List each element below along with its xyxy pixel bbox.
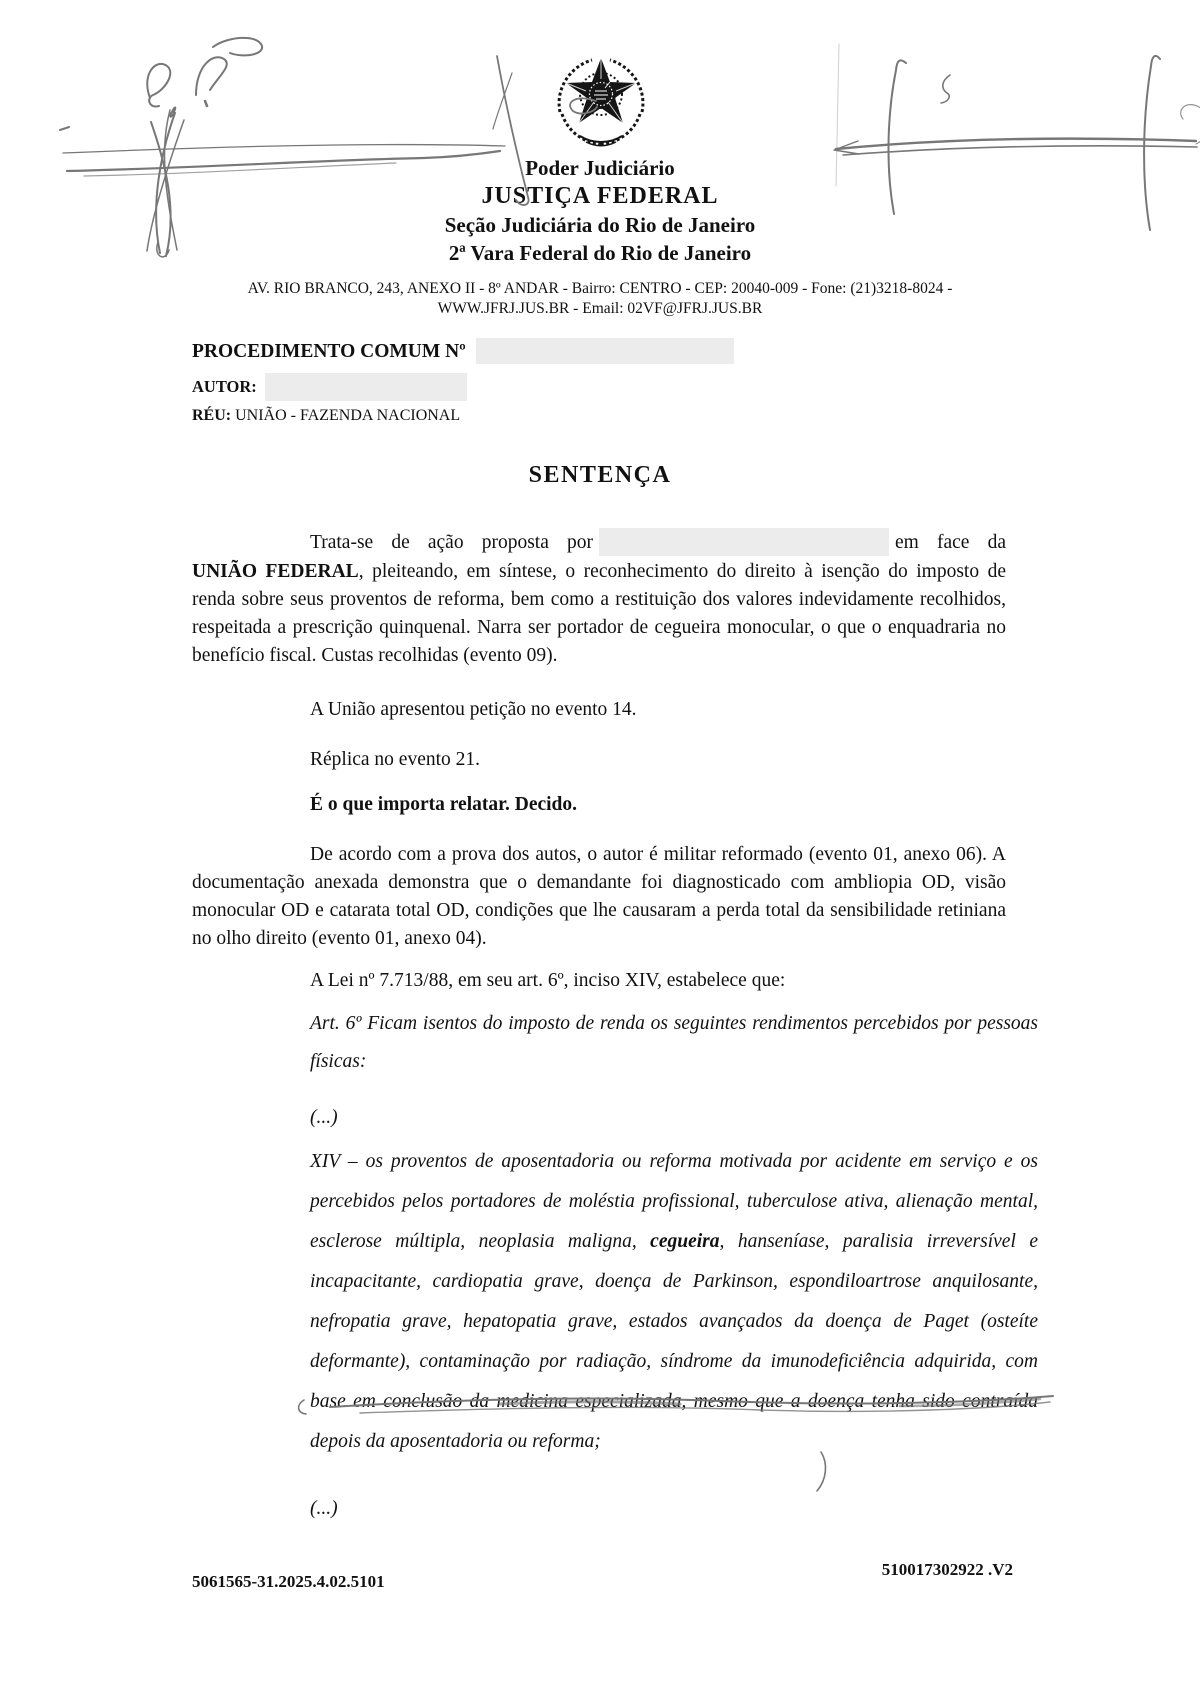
- quote-ellipsis-1: (...): [310, 1107, 338, 1128]
- header-vara-federal: 2ª Vara Federal do Rio de Janeiro: [448, 241, 752, 265]
- xiv-bold-cegueira: cegueira: [650, 1231, 720, 1252]
- p1-rest-text: , pleiteando, em síntese, o reconhecimento do direito à isenção do imposto de renda sobre seus proventos de reforma, bem como a restituição dos valores indevidamente recolhidos, respeitada a prescrição quinquenal. Narra ser portador de cegueira monocular, o que o enquadraria no benefício fiscal. Custas recolhidas (evento 09).: [192, 561, 1006, 666]
- xiv-text-1: XIV – os proventos de aposentadoria ou reforma motivada por acidente em serviço e os percebidos pelos portadores de moléstia profissional, tuberculose ativa, alienação mental, esclerose múltipla, neoplasia maligna,: [310, 1151, 1038, 1252]
- autor-row: [192, 373, 1052, 401]
- redacted-party-name: [599, 528, 889, 556]
- procedure-label: PROCEDIMENTO COMUM Nº: [192, 341, 466, 362]
- quote-art6: Art. 6º Ficam isentos do imposto de renda os seguintes rendimentos percebidos por pessoas físicas:: [310, 1013, 1038, 1072]
- redacted-case-number: [476, 338, 734, 364]
- footer-case-number: 5061565-31.2025.4.02.5101: [192, 1572, 385, 1591]
- paragraph-2: A União apresentou petição no evento 14.: [310, 699, 637, 720]
- redacted-autor-name: [265, 373, 467, 401]
- paragraph-6-lei: A Lei nº 7.713/88, em seu art. 6º, inciso XIV, estabelece que:: [310, 970, 786, 991]
- procedure-row: [192, 338, 1052, 364]
- header-address-line2: WWW.JFRJ.JUS.BR - Email: 02VF@JFRJ.JUS.BR: [437, 300, 763, 317]
- document-header: [0, 50, 1200, 318]
- header-address-line1: AV. RIO BRANCO, 243, ANEXO II - 8º ANDAR - Bairro: CENTRO - CEP: 20040-009 - Fone: (21)3218-8024 -: [247, 280, 953, 297]
- document-body: [192, 528, 1006, 995]
- law-quote-block: [310, 1005, 1038, 1528]
- header-secao-judiciaria: Seção Judiciária do Rio de Janeiro: [444, 213, 756, 237]
- p1-segment-2: em face da: [895, 532, 1006, 553]
- case-info: [192, 338, 1052, 425]
- footer-document-id: 510017302922 .V2: [881, 1560, 1013, 1579]
- xiv-text-2: , hanseníase, paralisia irreversível e incapacitante, cardiopatia grave, doença de Parkinson, espondiloartrose anquilosante, nefropatia grave, hepatopatia grave, estados avançados da doença de Paget (osteíte deformante), contaminação por radiação, síndrome da imunodeficiência adquirida, com base em conclusão da medicina especializada, mesmo que a doença tenha sido contraída depois da aposentadoria ou reforma;: [310, 1231, 1038, 1452]
- brazil-coat-of-arms-icon: [544, 50, 656, 150]
- header-justica-federal: JUSTIÇA FEDERAL: [481, 183, 719, 209]
- sentenca-title: SENTENÇA: [528, 462, 672, 488]
- p1-segment-1: Trata-se de ação proposta por: [310, 532, 594, 553]
- autor-label: AUTOR:: [192, 377, 257, 396]
- paragraph-5: De acordo com a prova dos autos, o autor é militar reformado (evento 01, anexo 06). A documentação anexada demonstra que o demandante foi diagnosticado com ambliopia OD, visão monocular OD e catarata total OD, condições que lhe causaram a perda total da sensibilidade retiniana no olho direito (evento 01, anexo 04).: [192, 844, 1006, 949]
- reu-row: [192, 407, 1052, 425]
- reu-value: UNIÃO - FAZENDA NACIONAL: [235, 407, 461, 424]
- paragraph-4-decido: É o que importa relatar. Decido.: [310, 794, 578, 815]
- quote-ellipsis-2: (...): [310, 1498, 338, 1519]
- paragraph-1-rest: [192, 558, 1006, 670]
- quote-inciso-xiv: [310, 1142, 1038, 1462]
- paragraph-1-first-line: [192, 528, 1006, 558]
- reu-label: RÉU:: [192, 407, 232, 424]
- paragraph-3: Réplica no evento 21.: [310, 749, 481, 770]
- header-poder-judiciario: Poder Judiciário: [525, 156, 675, 180]
- p1-bold-uniao-federal: UNIÃO FEDERAL: [192, 561, 359, 582]
